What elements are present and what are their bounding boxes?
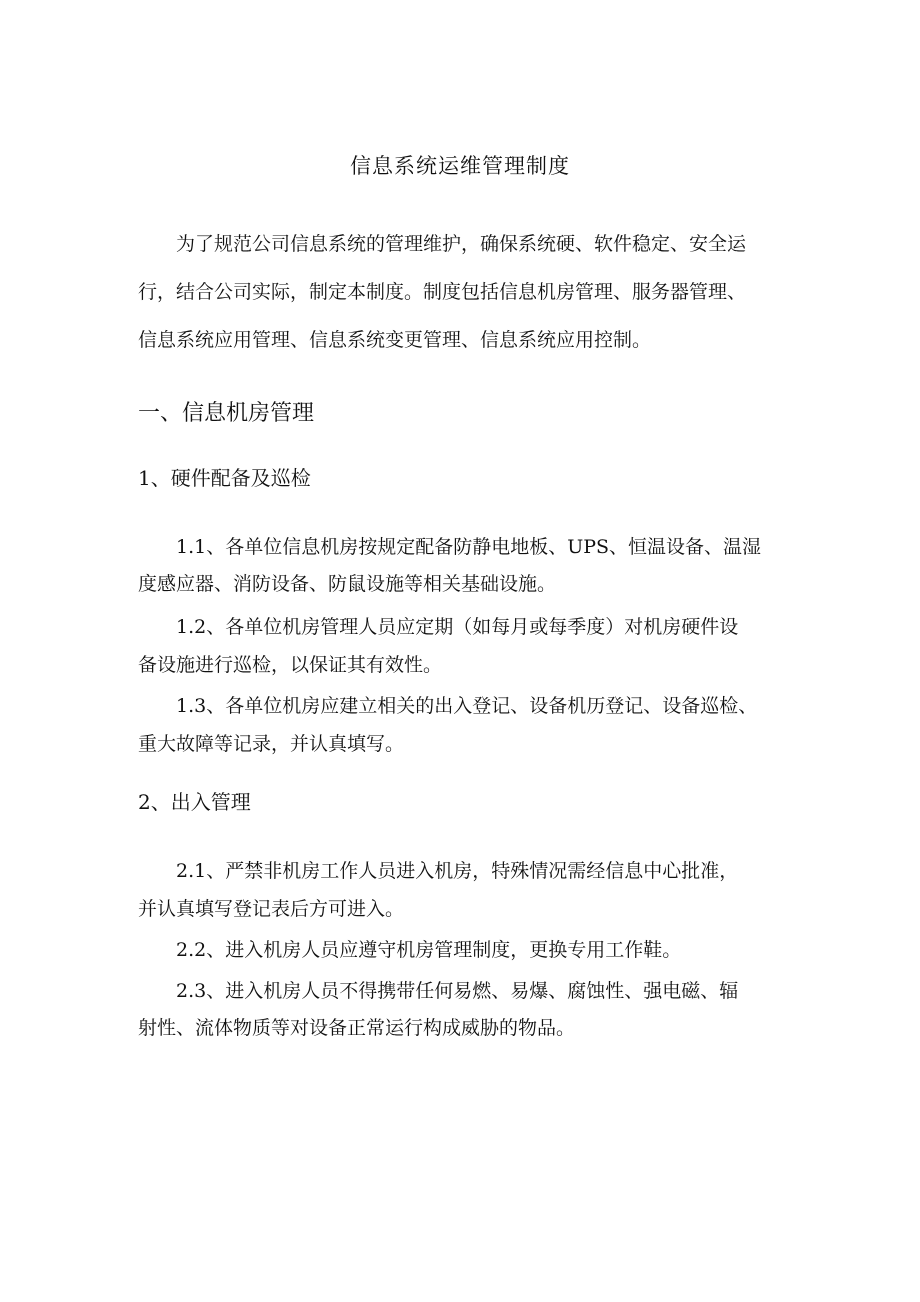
clause-2-2-line-1: 2.2、进入机房人员应遵守机房管理制度，更换专用工作鞋。 bbox=[176, 939, 682, 961]
clause-1-2-line-1: 1.2、各单位机房管理人员应定期（如每月或每季度）对机房硬件设 bbox=[176, 616, 739, 638]
clause-1-1-line-2: 度感应器、消防设备、防鼠设施等相关基础设施。 bbox=[138, 573, 557, 595]
subsection-2-heading: 2、出入管理 bbox=[138, 790, 251, 814]
clause-2-1-line-2: 并认真填写登记表后方可进入。 bbox=[138, 898, 405, 920]
clause-1-3-line-1: 1.3、各单位机房应建立相关的出入登记、设备机历登记、设备巡检、 bbox=[176, 695, 758, 717]
clause-2-3-line-1: 2.3、进入机房人员不得携带任何易燃、易爆、腐蚀性、强电磁、辐 bbox=[176, 980, 739, 1002]
clause-1-3-line-2: 重大故障等记录，并认真填写。 bbox=[138, 733, 405, 755]
section-1-heading: 一、信息机房管理 bbox=[138, 401, 315, 426]
clause-2-3-line-2: 射性、流体物质等对设备正常运行构成威胁的物品。 bbox=[138, 1017, 576, 1039]
clause-1-1-line-1: 1.1、各单位信息机房按规定配备防静电地板、UPS、恒温设备、温湿 bbox=[176, 536, 762, 558]
document-title: 信息系统运维管理制度 bbox=[350, 154, 570, 178]
intro-line-2: 行，结合公司实际，制定本制度。制度包括信息机房管理、服务器管理、 bbox=[138, 281, 747, 303]
clause-1-2-line-2: 备设施进行巡检，以保证其有效性。 bbox=[138, 654, 443, 676]
intro-line-1: 为了规范公司信息系统的管理维护，确保系统硬、软件稳定、安全运 bbox=[176, 233, 747, 255]
clause-2-1-line-1: 2.1、严禁非机房工作人员进入机房，特殊情况需经信息中心批准， bbox=[176, 860, 739, 882]
intro-line-3: 信息系统应用管理、信息系统变更管理、信息系统应用控制。 bbox=[138, 329, 652, 351]
subsection-1-heading: 1、硬件配备及巡检 bbox=[138, 466, 311, 490]
